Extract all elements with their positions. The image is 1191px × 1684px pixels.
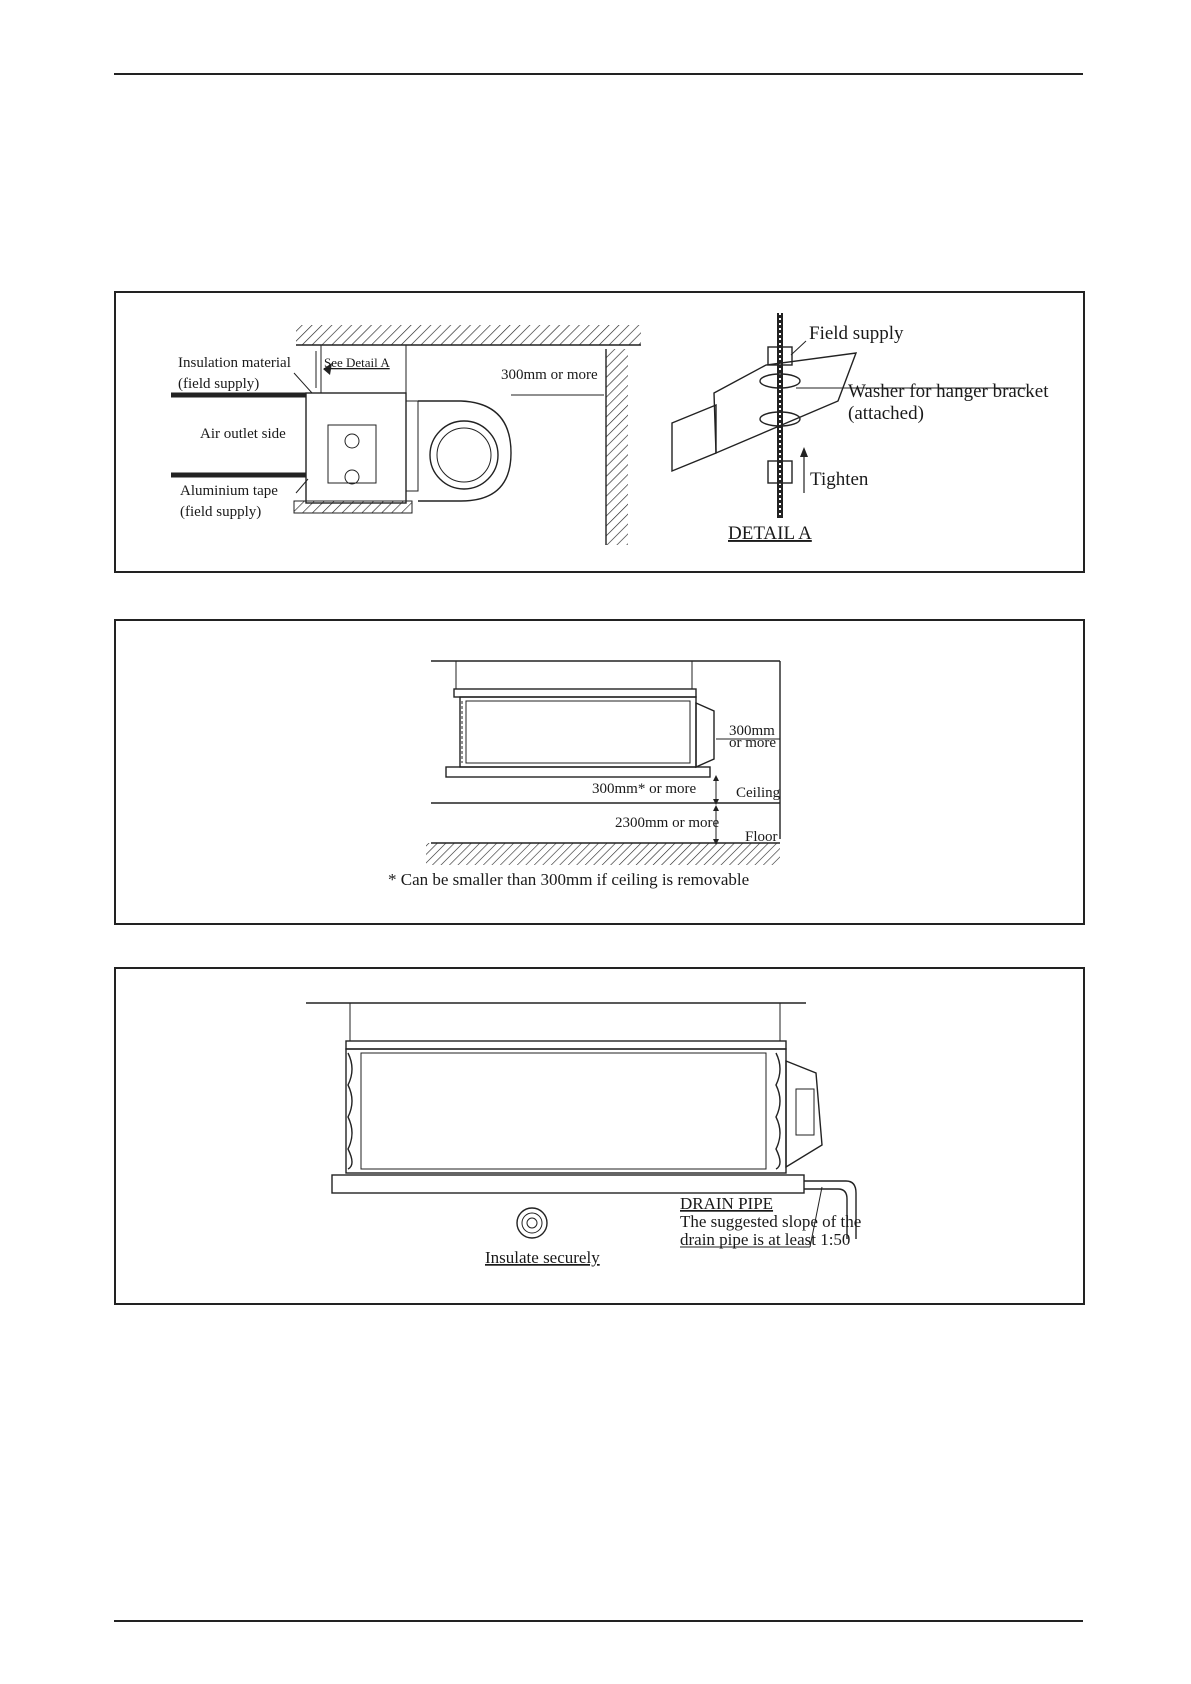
drain-pipe-title: DRAIN PIPE	[680, 1194, 774, 1213]
fan-motor	[696, 703, 714, 767]
floor-label: Floor	[745, 829, 778, 845]
washer-label: Washer for hanger bracket	[848, 381, 1049, 402]
washer-attached-label: (attached)	[848, 403, 924, 424]
air-outlet-label: Air outlet side	[200, 426, 286, 442]
tighten-label: Tighten	[810, 469, 869, 490]
slope-text-2: drain pipe is at least 1:50	[680, 1230, 851, 1249]
unit-top-plate	[454, 689, 696, 697]
tape-supply-label: (field supply)	[180, 504, 262, 520]
side-clearance-label-1: 300mm	[729, 723, 775, 739]
header-rule	[114, 73, 1083, 75]
ceiling-label: Ceiling	[736, 785, 781, 801]
figure-unit-suspension	[114, 291, 1085, 573]
indoor-unit	[460, 697, 696, 767]
fan-wheel	[430, 421, 498, 489]
aluminium-tape-label: Aluminium tape	[180, 483, 278, 499]
clearance-diagram	[116, 621, 1083, 923]
figure-clearance	[114, 619, 1085, 925]
insulate-label: Insulate securely	[485, 1248, 600, 1267]
indoor-unit	[306, 393, 406, 503]
field-supply-label: Field supply	[809, 323, 904, 344]
suspension-diagram	[116, 293, 1083, 571]
drain-pipe-diagram	[116, 969, 1083, 1303]
fan-motor	[786, 1061, 822, 1167]
slope-text-1: The suggested slope of the	[680, 1212, 862, 1231]
ceiling-slab	[296, 325, 641, 345]
footer-rule	[114, 1620, 1083, 1622]
insulation-supply-label: (field supply)	[178, 376, 260, 392]
see-detail-label: See Detail A	[324, 355, 390, 370]
clearance-label: 300mm or more	[501, 367, 598, 383]
indoor-unit	[346, 1049, 786, 1173]
wall	[606, 349, 628, 545]
drain-pan	[332, 1175, 804, 1193]
footnote: * Can be smaller than 300mm if ceiling is removable	[388, 870, 750, 889]
insulation-material-label: Insulation material	[178, 355, 291, 371]
detail-a-title: DETAIL A	[728, 523, 812, 544]
figure-drain-pipe	[114, 967, 1085, 1305]
floor	[426, 843, 780, 865]
below-clearance-label: 300mm* or more	[592, 781, 697, 797]
ceiling-board	[446, 767, 710, 777]
side-clearance-label-2: or more	[729, 735, 777, 751]
floor-height-label: 2300mm or more	[615, 815, 720, 831]
unit-top-plate	[346, 1041, 786, 1049]
